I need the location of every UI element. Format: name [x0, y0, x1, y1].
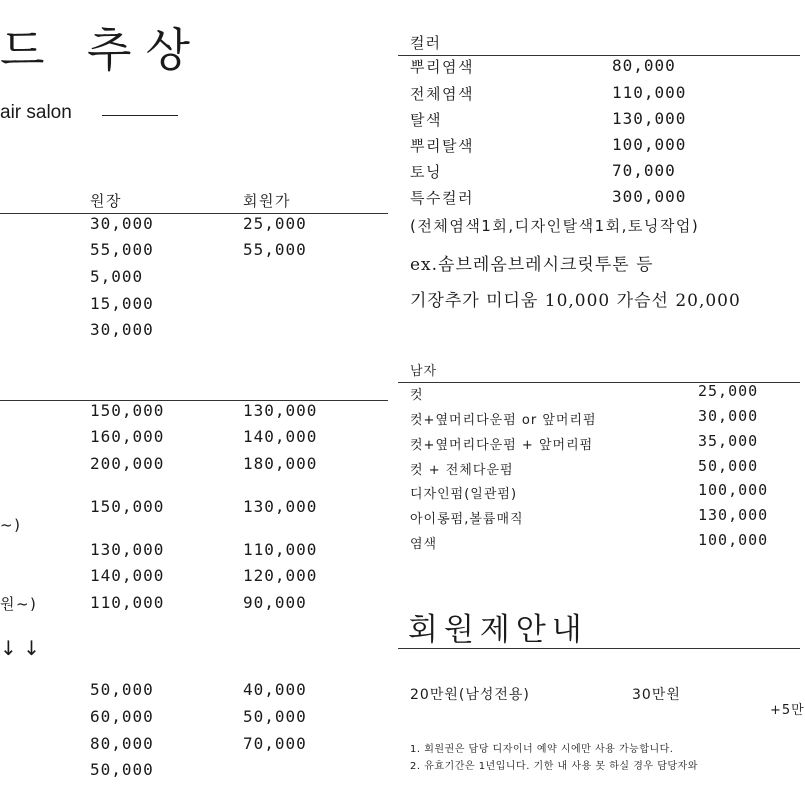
color-item-label: 뿌리탈색 [410, 137, 474, 155]
price-member: 180,000 [243, 454, 318, 473]
membership-option: +5만 [770, 703, 805, 718]
color-item-price: 70,000 [612, 161, 676, 180]
page-title: 드 추상 [0, 23, 204, 77]
color-item-price: 80,000 [612, 56, 676, 75]
column-header-member: 회원가 [243, 192, 291, 210]
color-item-label: 뿌리염색 [410, 58, 474, 76]
color-item-label: 전체염색 [410, 85, 474, 103]
price-director: 30,000 [90, 214, 154, 233]
men-section-header: 남자 [410, 364, 438, 379]
men-item-label: 염색 [410, 537, 438, 552]
price-director: 110,000 [90, 593, 165, 612]
price-member: 50,000 [243, 707, 307, 726]
length-surcharge: 기장추가 미디움 10,000 가슴선 20,000 [410, 291, 741, 311]
price-director: 200,000 [90, 454, 165, 473]
price-member: 110,000 [243, 540, 318, 559]
men-item-price: 25,000 [698, 382, 759, 400]
men-item-label: 컷+옆머리다운펌 or 앞머리펌 [410, 413, 597, 428]
color-item-price: 300,000 [612, 187, 687, 206]
men-item-price: 100,000 [698, 531, 769, 549]
membership-rule [398, 648, 800, 649]
color-item-label: 특수컬러 [410, 189, 474, 207]
men-item-label: 아이롱펌,볼륨매직 [410, 512, 524, 527]
price-member: 120,000 [243, 566, 318, 585]
price-director: 50,000 [90, 760, 154, 779]
men-item-price: 100,000 [698, 481, 769, 499]
row-label-fragment: 원~) [0, 595, 38, 613]
price-director: 150,000 [90, 497, 165, 516]
price-member: 140,000 [243, 427, 318, 446]
color-section-header: 컬러 [410, 34, 441, 52]
left-section-rule [0, 400, 388, 401]
down-arrows-icon: ↓ ↓ [0, 636, 40, 660]
men-item-label: 디자인펌(일관펌) [410, 487, 518, 502]
price-member: 130,000 [243, 401, 318, 420]
left-header-rule [0, 213, 388, 214]
men-item-price: 30,000 [698, 407, 759, 425]
men-item-label: 컷 [410, 388, 424, 403]
membership-option: 30만원 [632, 687, 681, 703]
color-note: (전체염색1회,디자인탈색1회,토닝작업) [410, 217, 700, 235]
men-item-label: 컷 + 전체다운펌 [410, 463, 514, 478]
price-member: 55,000 [243, 240, 307, 259]
color-item-price: 130,000 [612, 109, 687, 128]
subtitle-rule [102, 115, 178, 116]
price-director: 50,000 [90, 680, 154, 699]
price-member: 40,000 [243, 680, 307, 699]
price-director: 150,000 [90, 401, 165, 420]
price-director: 5,000 [90, 267, 144, 286]
row-label-fragment: ~) [0, 516, 22, 534]
men-item-price: 35,000 [698, 432, 759, 450]
price-director: 55,000 [90, 240, 154, 259]
price-director: 15,000 [90, 294, 154, 313]
price-director: 140,000 [90, 566, 165, 585]
color-item-label: 토닝 [410, 163, 442, 181]
column-header-director: 원장 [90, 192, 122, 210]
color-item-price: 100,000 [612, 135, 687, 154]
price-member: 90,000 [243, 593, 307, 612]
price-member: 25,000 [243, 214, 307, 233]
color-example: ex.솜브레옴브레시크릿투톤 등 [410, 255, 654, 275]
color-item-price: 110,000 [612, 83, 687, 102]
men-item-price: 50,000 [698, 457, 759, 475]
price-director: 130,000 [90, 540, 165, 559]
men-item-price: 130,000 [698, 506, 769, 524]
price-director: 60,000 [90, 707, 154, 726]
membership-option: 20만원(남성전용) [410, 687, 530, 703]
page-subtitle: air salon [0, 102, 72, 123]
price-director: 30,000 [90, 320, 154, 339]
men-item-label: 컷+옆머리다운펌 + 앞머리펌 [410, 438, 594, 453]
membership-title: 회원제안내 [408, 612, 588, 648]
membership-note: 2. 유효기간은 1년입니다. 기한 내 사용 못 하실 경우 담당자와 [410, 761, 698, 772]
price-director: 160,000 [90, 427, 165, 446]
price-member: 70,000 [243, 734, 307, 753]
color-item-label: 탈색 [410, 111, 442, 129]
membership-note: 1. 회원권은 담당 디자이너 예약 시에만 사용 가능합니다. [410, 744, 674, 755]
price-director: 80,000 [90, 734, 154, 753]
price-member: 130,000 [243, 497, 318, 516]
